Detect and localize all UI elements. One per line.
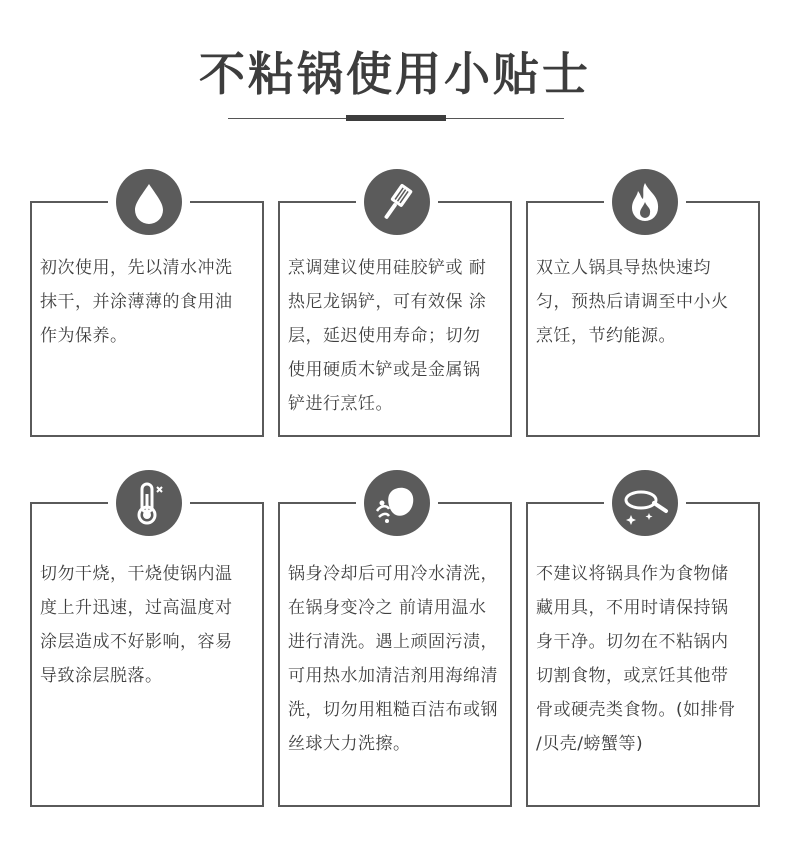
frying-pan-icon <box>612 470 678 536</box>
tip-text: 烹调建议使用硅胶铲或 耐 热尼龙锅铲，可有效保 涂 层，延迟使用寿命；切勿 使用硬质木铲或是金属锅 铲进行烹饪。 <box>288 258 487 414</box>
tip-card-utensils <box>278 201 512 437</box>
tip-card-dry-heating <box>30 502 264 807</box>
washing-icon <box>364 470 430 536</box>
spatula-icon <box>364 169 430 235</box>
water-drop-icon <box>116 169 182 235</box>
tip-text: 初次使用，先以清水冲洗 抹干，并涂薄薄的食用油 作为保养。 <box>40 258 233 346</box>
page-title: 不粘锅使用小贴士 <box>199 47 591 101</box>
tip-card-first-use <box>30 201 264 437</box>
thermometer-icon <box>116 470 182 536</box>
tip-card-cleaning <box>278 502 512 807</box>
tip-text: 切勿干烧，干烧使锅内温 度上升迅速，过高温度对 涂层造成不好影响，容易 导致涂层脱落。 <box>40 564 233 686</box>
tip-card-storage <box>526 502 760 807</box>
tip-text: 锅身冷却后可用冷水清洗， 在锅身变冷之 前请用温水 进行清洗。遇上顽固污渍， 可用热水加清洁剂用海绵清 洗，切勿用粗糙百洁布或钢 丝球大力洗擦。 <box>288 564 498 754</box>
title-divider-thick <box>346 115 446 121</box>
tip-card-heat <box>526 201 760 437</box>
tip-text: 双立人锅具导热快速均 匀，预热后请调至中小火 烹饪，节约能源。 <box>536 258 729 346</box>
flame-icon <box>612 169 678 235</box>
tip-text: 不建议将锅具作为食物储 藏用具，不用时请保持锅 身干净。切勿在不粘锅内 切割食物，或烹饪其他带 骨或硬壳类食物。(如排骨 /贝壳/螃蟹等) <box>536 564 736 754</box>
